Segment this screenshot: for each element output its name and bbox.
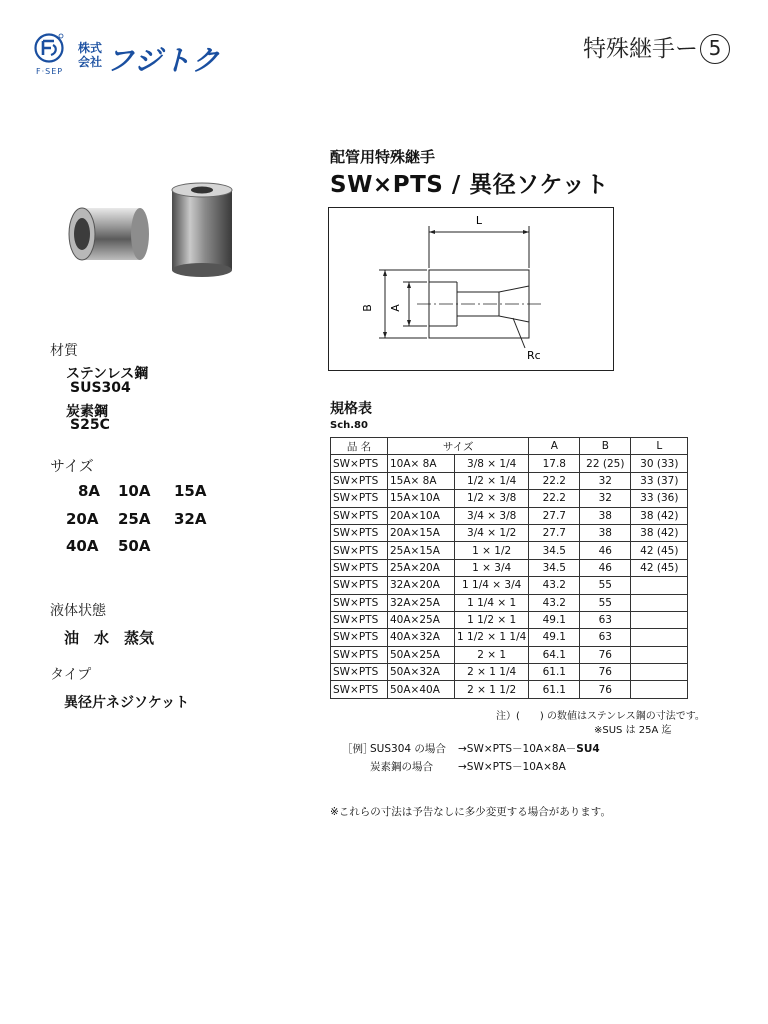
example-2-code: →SW×PTS－10A×8A bbox=[458, 761, 566, 773]
cell-A: 34.5 bbox=[529, 542, 580, 559]
cell-product: SW×PTS bbox=[331, 455, 388, 472]
size-item: 40A bbox=[66, 537, 99, 555]
example-2-case: 炭素鋼の場合 bbox=[370, 761, 433, 773]
cell-B: 46 bbox=[580, 559, 631, 576]
cell-inch: 2 × 1 1/4 bbox=[455, 664, 529, 681]
cell-A: 22.2 bbox=[529, 490, 580, 507]
cell-B: 55 bbox=[580, 577, 631, 594]
cell-A: 22.2 bbox=[529, 472, 580, 489]
cell-product: SW×PTS bbox=[331, 524, 388, 541]
spec-table-title: 規格表 bbox=[330, 401, 372, 417]
cell-product: SW×PTS bbox=[331, 542, 388, 559]
cell-A: 61.1 bbox=[529, 664, 580, 681]
cell-A: 43.2 bbox=[529, 577, 580, 594]
thread-Rc-label: Rc bbox=[527, 349, 541, 362]
size-item: 10A bbox=[118, 482, 151, 500]
cell-product: SW×PTS bbox=[331, 490, 388, 507]
cell-L: 38 (42) bbox=[631, 507, 688, 524]
cell-A: 64.1 bbox=[529, 646, 580, 663]
header-A: A bbox=[529, 438, 580, 455]
cell-L: 38 (42) bbox=[631, 524, 688, 541]
brand-name: フジトク bbox=[106, 44, 221, 77]
cell-L bbox=[631, 629, 688, 646]
spec-table bbox=[330, 437, 688, 699]
material-stainless-code: SUS304 bbox=[70, 380, 131, 396]
cell-A: 27.7 bbox=[529, 524, 580, 541]
table-row bbox=[331, 577, 688, 594]
cell-A: 49.1 bbox=[529, 611, 580, 628]
cell-nominal: 32A×25A bbox=[388, 594, 455, 611]
cell-L: 42 (45) bbox=[631, 559, 688, 576]
product-title: SW×PTS / 異径ソケット bbox=[330, 172, 609, 198]
size-item: 8A bbox=[78, 482, 101, 500]
cell-nominal: 50A×40A bbox=[388, 681, 455, 698]
cell-B: 76 bbox=[580, 681, 631, 698]
cell-nominal: 40A×32A bbox=[388, 629, 455, 646]
table-footnote: 注）( ) の数値はステンレス鋼の寸法です。 bbox=[496, 711, 705, 722]
dimension-A-label: A bbox=[389, 304, 402, 312]
table-row bbox=[331, 472, 688, 489]
cell-A: 49.1 bbox=[529, 629, 580, 646]
table-row bbox=[331, 490, 688, 507]
cell-B: 22 (25) bbox=[580, 455, 631, 472]
example-1-code-suffix: SU4 bbox=[576, 743, 600, 755]
cell-inch: 3/8 × 1/4 bbox=[455, 455, 529, 472]
table-row bbox=[331, 629, 688, 646]
example-1-case: SUS304 の場合 bbox=[370, 743, 446, 755]
cell-L bbox=[631, 646, 688, 663]
table-row bbox=[331, 664, 688, 681]
size-row-2 bbox=[66, 510, 226, 528]
socket-dimension-diagram bbox=[328, 207, 614, 371]
example-1-code bbox=[458, 741, 600, 756]
header-B: B bbox=[580, 438, 631, 455]
cell-L bbox=[631, 681, 688, 698]
cell-B: 55 bbox=[580, 594, 631, 611]
product-subtitle: 配管用特殊継手 bbox=[330, 148, 436, 166]
cell-L: 42 (45) bbox=[631, 542, 688, 559]
cell-product: SW×PTS bbox=[331, 646, 388, 663]
cell-B: 76 bbox=[580, 664, 631, 681]
cell-B: 46 bbox=[580, 542, 631, 559]
size-item: 32A bbox=[174, 510, 207, 528]
material-carbon: 炭素鋼 bbox=[66, 404, 108, 420]
cell-product: SW×PTS bbox=[331, 664, 388, 681]
cell-nominal: 20A×10A bbox=[388, 507, 455, 524]
cell-product: SW×PTS bbox=[331, 629, 388, 646]
cell-nominal: 32A×20A bbox=[388, 577, 455, 594]
table-row bbox=[331, 455, 688, 472]
page-heading bbox=[583, 30, 730, 64]
cell-inch: 1 1/2 × 1 1/4 bbox=[455, 629, 529, 646]
cell-product: SW×PTS bbox=[331, 559, 388, 576]
cell-L bbox=[631, 611, 688, 628]
cell-nominal: 25A×15A bbox=[388, 542, 455, 559]
cell-L: 33 (37) bbox=[631, 472, 688, 489]
size-row-3 bbox=[66, 537, 170, 555]
cell-L: 30 (33) bbox=[631, 455, 688, 472]
cell-nominal: 40A×25A bbox=[388, 611, 455, 628]
cell-nominal: 25A×20A bbox=[388, 559, 455, 576]
cell-product: SW×PTS bbox=[331, 594, 388, 611]
cell-B: 32 bbox=[580, 472, 631, 489]
example-1-code-main: →SW×PTS－10A×8A－ bbox=[458, 743, 577, 755]
cell-B: 38 bbox=[580, 507, 631, 524]
cell-inch: 1 1/4 × 1 bbox=[455, 594, 529, 611]
size-item: 50A bbox=[118, 537, 151, 555]
cell-product: SW×PTS bbox=[331, 681, 388, 698]
cell-B: 38 bbox=[580, 524, 631, 541]
material-carbon-code: S25C bbox=[70, 417, 110, 433]
table-row bbox=[331, 524, 688, 541]
example-label: ［例］ bbox=[342, 743, 374, 755]
cell-nominal: 20A×15A bbox=[388, 524, 455, 541]
table-row bbox=[331, 646, 688, 663]
cell-A: 61.1 bbox=[529, 681, 580, 698]
sus-limit-note: ※SUS は 25A 迄 bbox=[594, 725, 672, 736]
cell-inch: 1 1/4 × 3/4 bbox=[455, 577, 529, 594]
cell-L bbox=[631, 577, 688, 594]
schedule-label: Sch.80 bbox=[330, 420, 368, 431]
cell-product: SW×PTS bbox=[331, 507, 388, 524]
table-row bbox=[331, 611, 688, 628]
cell-inch: 1 × 1/2 bbox=[455, 542, 529, 559]
cell-B: 76 bbox=[580, 646, 631, 663]
company-logo bbox=[34, 33, 234, 81]
company-type: 株式会社 bbox=[78, 41, 103, 69]
cell-A: 27.7 bbox=[529, 507, 580, 524]
cell-inch: 1/2 × 3/8 bbox=[455, 490, 529, 507]
type-heading: タイプ bbox=[50, 667, 92, 683]
cell-L bbox=[631, 664, 688, 681]
table-row bbox=[331, 681, 688, 698]
table-row bbox=[331, 542, 688, 559]
page-heading-label: 特殊継手ー bbox=[583, 36, 698, 62]
cell-nominal: 50A×32A bbox=[388, 664, 455, 681]
cell-nominal: 50A×25A bbox=[388, 646, 455, 663]
table-row bbox=[331, 507, 688, 524]
size-item: 20A bbox=[66, 510, 99, 528]
cell-A: 17.8 bbox=[529, 455, 580, 472]
dimension-B-label: B bbox=[361, 304, 374, 312]
size-item: 15A bbox=[174, 482, 207, 500]
product-photo bbox=[62, 180, 252, 280]
cell-B: 63 bbox=[580, 629, 631, 646]
disclaimer: ※これらの寸法は予告なしに多少変更する場合があります。 bbox=[330, 806, 611, 818]
cell-nominal: 15A×10A bbox=[388, 490, 455, 507]
fujitoku-logo-mark-icon bbox=[34, 33, 64, 63]
cell-product: SW×PTS bbox=[331, 472, 388, 489]
cell-L: 33 (36) bbox=[631, 490, 688, 507]
cell-inch: 2 × 1 1/2 bbox=[455, 681, 529, 698]
dimension-L-label: L bbox=[475, 214, 483, 227]
fluid-heading: 液体状態 bbox=[50, 603, 106, 619]
header-size: サイズ bbox=[388, 438, 529, 455]
header-product: 品 名 bbox=[331, 438, 388, 455]
cell-inch: 3/4 × 1/2 bbox=[455, 524, 529, 541]
cell-B: 32 bbox=[580, 490, 631, 507]
cell-inch: 1 1/2 × 1 bbox=[455, 611, 529, 628]
cell-A: 43.2 bbox=[529, 594, 580, 611]
cell-inch: 3/4 × 3/8 bbox=[455, 507, 529, 524]
material-stainless: ステンレス鋼 bbox=[66, 366, 149, 382]
cell-product: SW×PTS bbox=[331, 577, 388, 594]
type-value: 異径片ネジソケット bbox=[64, 695, 190, 711]
fluid-list: 油 水 蒸気 bbox=[64, 629, 155, 647]
size-row-1 bbox=[78, 482, 226, 500]
logo-caption: F·SEP bbox=[36, 67, 64, 76]
spec-table-header bbox=[331, 438, 688, 455]
table-row bbox=[331, 559, 688, 576]
cell-inch: 1/2 × 1/4 bbox=[455, 472, 529, 489]
cell-nominal: 15A× 8A bbox=[388, 472, 455, 489]
cell-inch: 2 × 1 bbox=[455, 646, 529, 663]
page-number-badge: 5 bbox=[700, 34, 730, 64]
size-heading: サイズ bbox=[50, 457, 94, 475]
cell-nominal: 10A× 8A bbox=[388, 455, 455, 472]
cell-product: SW×PTS bbox=[331, 611, 388, 628]
size-item: 25A bbox=[118, 510, 151, 528]
header-L: L bbox=[631, 438, 688, 455]
cell-A: 34.5 bbox=[529, 559, 580, 576]
cell-B: 63 bbox=[580, 611, 631, 628]
cell-inch: 1 × 3/4 bbox=[455, 559, 529, 576]
material-heading: 材質 bbox=[50, 343, 78, 359]
cell-L bbox=[631, 594, 688, 611]
table-row bbox=[331, 594, 688, 611]
